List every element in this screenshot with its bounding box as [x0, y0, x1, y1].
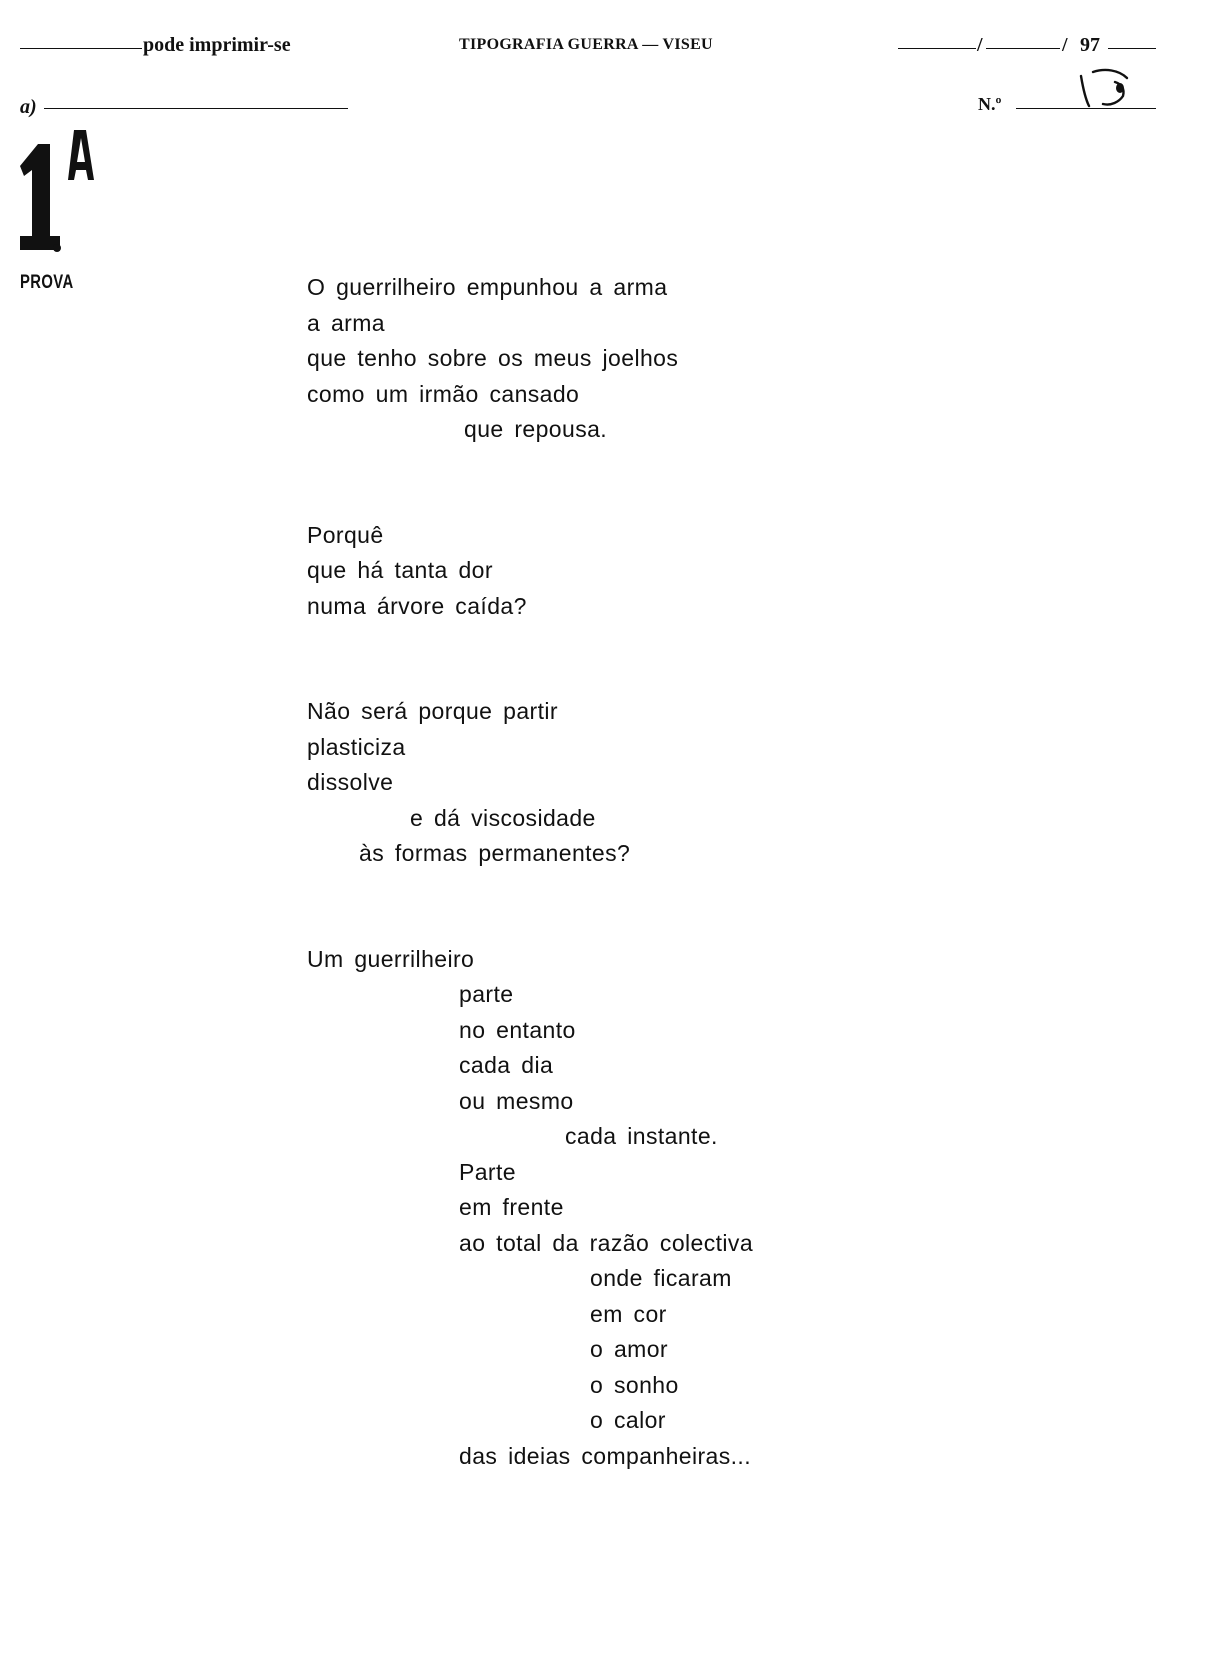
poem-line: no entanto	[459, 1016, 576, 1043]
poem-line: que tenho sobre os meus joelhos	[307, 345, 679, 371]
poem-line: que repousa.	[464, 416, 608, 442]
header-left-rule	[20, 48, 142, 49]
poem-line: O guerrilheiro empunhou a arma	[307, 274, 668, 300]
poem-line: cada instante.	[565, 1123, 718, 1149]
poem-line: o sonho	[590, 1371, 679, 1398]
poem-line: parte	[459, 981, 514, 1007]
poem-line: como um irmão cansado	[307, 380, 580, 407]
poem-body	[307, 270, 753, 1544]
poem-line: o amor	[590, 1336, 668, 1362]
stanza-1	[307, 270, 753, 448]
poem-line: em cor	[590, 1300, 667, 1327]
header-a-label: a)	[20, 96, 37, 118]
header-date-rule-2	[986, 48, 1060, 49]
stanza-3	[307, 694, 753, 872]
header-printer-name: TIPOGRAFIA GUERRA — VISEU	[459, 36, 713, 53]
poem-line: a arma	[307, 309, 385, 336]
poem-line: Porquê	[307, 521, 384, 548]
proof-label: PROVA	[20, 272, 74, 293]
proof-superscript	[16, 130, 17, 131]
poem-line: onde ficaram	[590, 1265, 732, 1291]
poem-line: ao total da razão colectiva	[459, 1229, 754, 1256]
poem-line: às formas permanentes?	[359, 840, 631, 866]
header-date-slash-2: /	[1062, 34, 1068, 56]
poem-line: em frente	[459, 1194, 564, 1220]
header-number-label: N.º	[978, 94, 1002, 114]
poem-line: e dá viscosidade	[410, 804, 596, 831]
poem-line: das ideias companheiras...	[459, 1442, 751, 1469]
poem-line: cada dia	[459, 1052, 554, 1078]
header-a-rule	[44, 108, 348, 109]
poem-line: dissolve	[307, 769, 394, 795]
poem-line: que há tanta dor	[307, 557, 493, 583]
poem-line: Um guerrilheiro	[307, 945, 475, 972]
header-date-slash-1: /	[977, 34, 983, 56]
poem-line: o calor	[590, 1407, 666, 1433]
header-left-text: pode imprimir-se	[143, 34, 291, 56]
poem-line: numa árvore caída?	[307, 592, 527, 619]
stanza-4	[307, 942, 753, 1475]
handwritten-number-mark	[1075, 66, 1141, 117]
header-year: 97	[1080, 34, 1100, 56]
poem-line: Não será porque partir	[307, 698, 558, 724]
poem-line: plasticiza	[307, 733, 406, 760]
header-date-rule-3	[1108, 48, 1156, 49]
poem-line: Parte	[459, 1158, 516, 1185]
proof-number-mark	[16, 130, 96, 263]
poem-line: ou mesmo	[459, 1087, 574, 1114]
header-date-rule-1	[898, 48, 976, 49]
stanza-2	[307, 518, 753, 625]
